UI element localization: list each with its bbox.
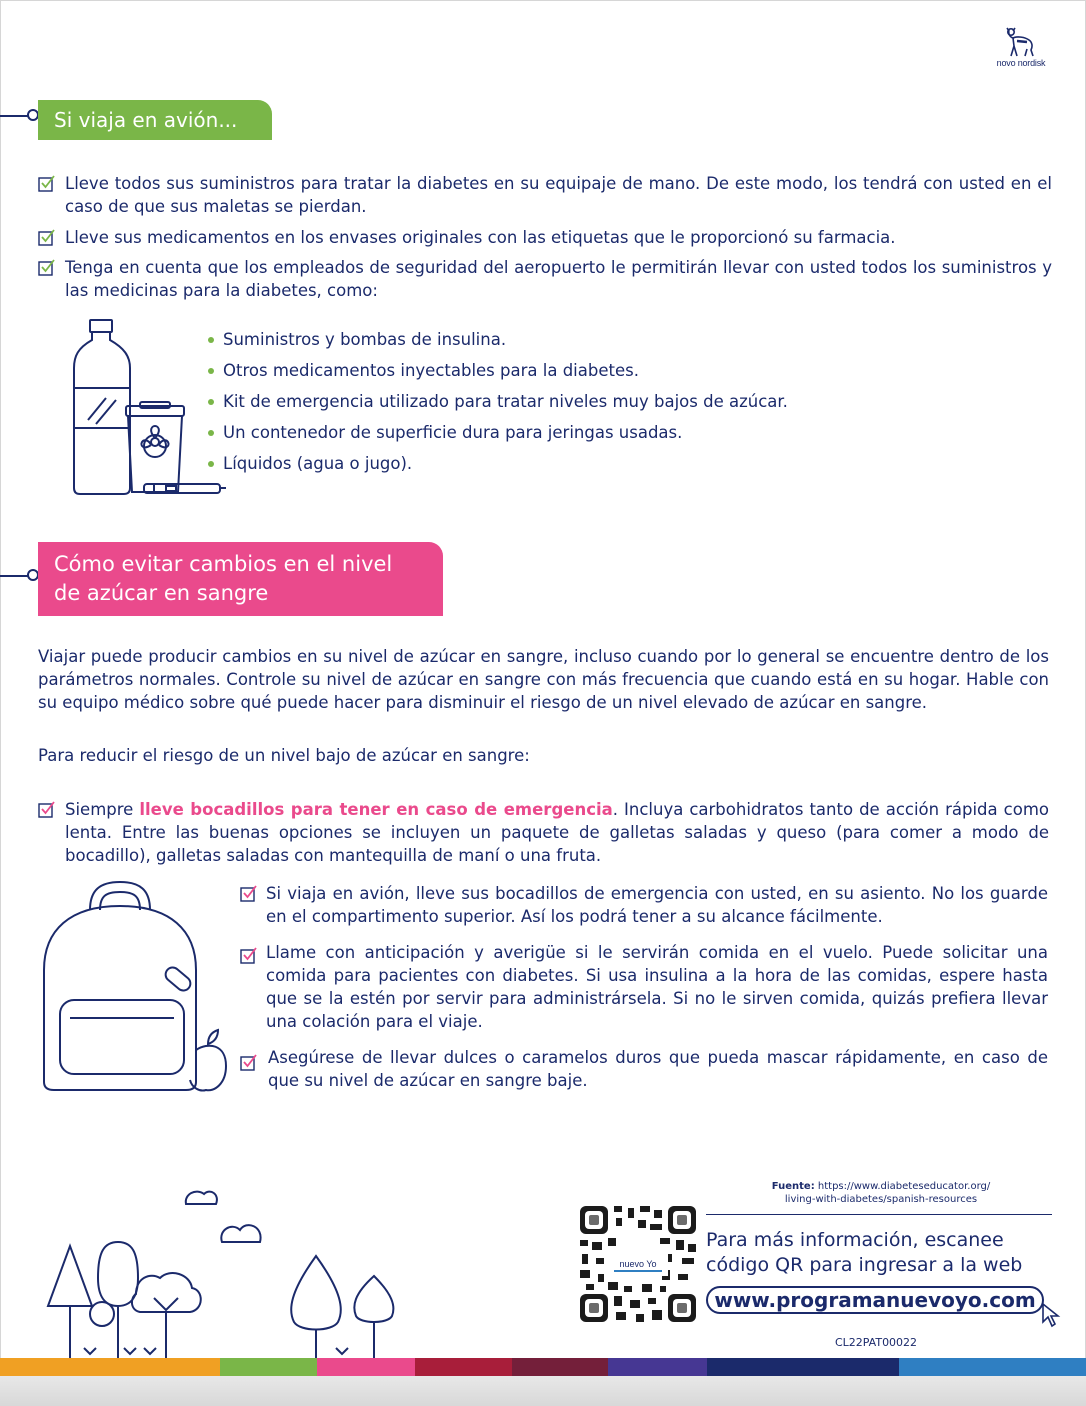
supplies-illustration xyxy=(66,316,228,498)
document-code: CL22PAT00022 xyxy=(834,1336,918,1349)
cloud-icon xyxy=(221,1225,260,1242)
header-connector-line xyxy=(0,115,30,117)
checklist-item xyxy=(38,172,1052,218)
bullet-icon xyxy=(208,399,214,405)
checklist-text: Lleve sus medicamentos en los envases originales con las etiquetas que le proporcionó su farmacia. xyxy=(65,228,896,247)
header-connector-line xyxy=(0,575,30,577)
checklist-text xyxy=(65,798,1049,867)
color-stripe-segment xyxy=(899,1358,1086,1376)
bullet-icon xyxy=(208,461,214,467)
bush-icon xyxy=(90,1302,114,1326)
checkbox-icon xyxy=(240,885,257,902)
backpack-pocket xyxy=(60,1000,184,1074)
checklist-item xyxy=(240,1046,1048,1092)
list-item-text: Un contenedor de superficie dura para jeringas usadas. xyxy=(223,423,683,442)
checklist-text: Si viaja en avión, lleve sus bocadillos de emergencia con usted, en su asiento. No los guarde en el compartimento superior. Así los podrá tener a su alcance fácilmente. xyxy=(266,884,1048,926)
supplies-list xyxy=(206,324,906,479)
list-item xyxy=(206,386,906,417)
sharps-container xyxy=(128,416,182,492)
website-link[interactable]: www.programanuevoyo.com xyxy=(706,1286,1044,1314)
lead-paragraph: Para reducir el riesgo de un nivel bajo de azúcar en sangre: xyxy=(38,746,530,765)
list-item-text: Líquidos (agua o jugo). xyxy=(223,454,413,473)
checkbox-icon xyxy=(38,229,55,246)
cloud-icon xyxy=(186,1192,217,1204)
color-stripe-segment xyxy=(317,1358,415,1376)
qr-label: nuevo Yo xyxy=(619,1259,657,1269)
color-stripe-segment xyxy=(415,1358,512,1376)
tree-icon xyxy=(354,1276,393,1358)
bullet-icon xyxy=(208,368,214,374)
list-item xyxy=(206,417,906,448)
checklist-item xyxy=(38,256,1052,302)
checklist-item xyxy=(240,882,1048,928)
backpack-illustration xyxy=(40,880,230,1096)
section-title-airplane: Si viaja en avión... xyxy=(38,100,272,140)
section-title-line: de azúcar en sangre xyxy=(54,581,269,605)
color-stripe-segment xyxy=(707,1358,899,1376)
checklist-item xyxy=(38,226,1052,249)
landscape-illustration xyxy=(40,1186,400,1358)
checkbox-icon xyxy=(240,947,257,964)
checklist-text: Llame con anticipación y averigüe si le servirán comida en el vuelo. Puede solicitar una comida para pacientes con diabetes. Si usa insulina a la hora de las comidas, espere hasta que se la estén por servir para administrársela. Si no le sirven comida, quizás prefiera llevar una colación para el viaje. xyxy=(266,943,1048,1031)
source-url[interactable]: https://www.diabeteseducator.org/ xyxy=(817,1181,991,1192)
list-item-text: Kit de emergencia utilizado para tratar niveles muy bajos de azúcar. xyxy=(223,392,788,411)
source-label: Fuente: xyxy=(771,1181,815,1192)
checkbox-icon xyxy=(240,1054,257,1071)
source-citation xyxy=(716,1180,1046,1206)
list-item xyxy=(206,324,906,355)
section-title-blood-sugar xyxy=(38,542,443,616)
page-bottom-margin xyxy=(0,1376,1086,1406)
qr-code[interactable] xyxy=(578,1204,698,1324)
source-url-continued: living-with-diabetes/spanish-resources xyxy=(784,1194,978,1205)
color-stripe-segment xyxy=(608,1358,707,1376)
section-title-line: Cómo evitar cambios en el nivel xyxy=(54,552,393,576)
color-stripe-segment xyxy=(512,1358,608,1376)
list-item xyxy=(206,448,906,479)
biohazard-icon xyxy=(151,438,159,446)
info-text: Para más información, escanee código QR para ingresar a la web xyxy=(706,1229,1023,1276)
list-item xyxy=(206,355,906,386)
text-run: Siempre xyxy=(65,800,140,819)
checklist-item xyxy=(240,941,1048,1033)
color-stripe-segment xyxy=(0,1358,220,1376)
color-stripe-segment xyxy=(220,1358,317,1376)
intro-paragraph: Viajar puede producir cambios en su nivel de azúcar en sangre, incluso cuando por lo general se encuentre dentro de los parámetros normales. Controle su nivel de azúcar en sangre con más frecuencia que cuando está en su hogar. Hable con su equipo médico sobre qué puede hacer para disminuir el riesgo de un nivel elevado de azúcar en sangre. xyxy=(38,647,1049,712)
novo-nordisk-logo xyxy=(990,26,1052,68)
checklist-text: Tenga en cuenta que los empleados de seguridad del aeropuerto le permitirán llevar con usted todos los suministros y las medicinas para la diabetes, como: xyxy=(65,258,1052,300)
list-item-text: Suministros y bombas de insulina. xyxy=(223,330,507,349)
bull-icon xyxy=(1003,26,1039,58)
checkbox-icon xyxy=(38,175,55,192)
water-bottle xyxy=(74,332,130,494)
checklist-item xyxy=(38,798,1049,867)
highlighted-text: lleve bocadillos para tener en caso de emergencia xyxy=(139,800,613,819)
cursor-icon xyxy=(1040,1302,1064,1328)
checkbox-icon xyxy=(38,801,55,818)
checkbox-icon xyxy=(38,259,55,276)
bottle-cap xyxy=(90,320,112,332)
bullet-icon xyxy=(208,430,214,436)
tree-icon xyxy=(132,1273,201,1358)
logo-wordmark: novo nordisk xyxy=(996,58,1046,68)
list-item-text: Otros medicamentos inyectables para la diabetes. xyxy=(223,361,639,380)
bullet-icon xyxy=(208,337,214,343)
backpack-body xyxy=(44,906,196,1090)
checklist-text: Lleve todos sus suministros para tratar la diabetes en su equipaje de mano. De este modo, los tendrá con usted en el caso de que sus maletas se pierdan. xyxy=(65,174,1052,216)
checklist-text: Asegúrese de llevar dulces o caramelos duros que pueda mascar rápidamente, en caso de que su nivel de azúcar en sangre baje. xyxy=(268,1048,1048,1090)
tree-icon xyxy=(48,1246,92,1358)
tree-icon xyxy=(291,1256,341,1358)
divider xyxy=(706,1214,1052,1215)
text-run: . Incluya carbohidratos tanto de acción rápida como lenta. Entre las buenas opciones se incluyen un paquete de galletas saladas y queso (para comer a modo de bocadillo), galletas saladas con mantequilla de maní o una fruta. xyxy=(65,800,1049,865)
